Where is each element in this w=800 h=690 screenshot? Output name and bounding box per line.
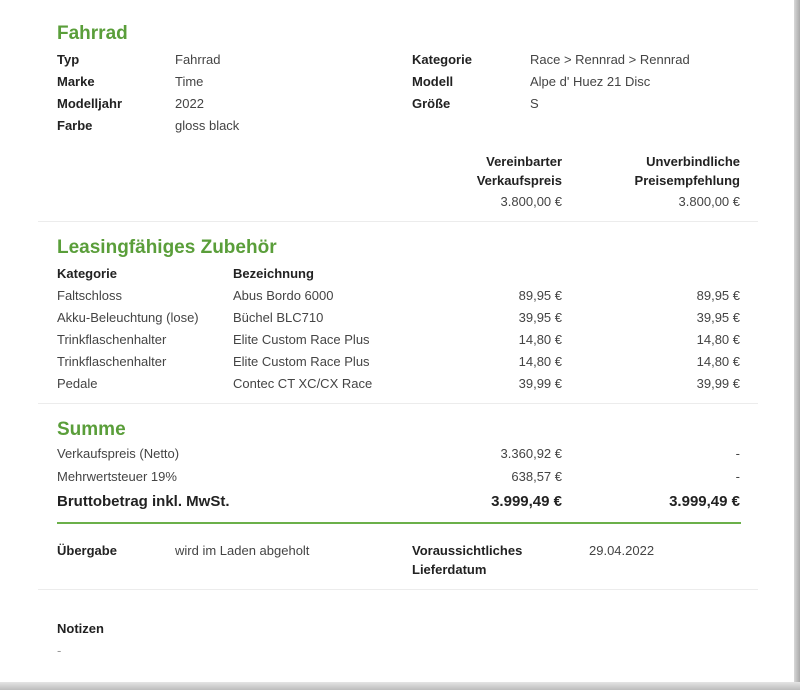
header-verkaufspreis-line2: Verkaufspreis [476, 173, 562, 188]
label-farbe: Farbe [57, 118, 93, 133]
label-kategorie: Kategorie [412, 52, 472, 67]
page-edge-bottom [0, 682, 800, 690]
accessory-price: 14,80 € [518, 354, 562, 369]
accessory-price: 39,95 € [518, 310, 562, 325]
header-preisempfehlung-line1: Unverbindliche [646, 154, 740, 169]
accessory-rrp: 14,80 € [696, 354, 740, 369]
header-preisempfehlung-line2: Preisempfehlung [634, 173, 740, 188]
divider [38, 403, 758, 404]
accessory-rrp: 14,80 € [696, 332, 740, 347]
accessory-kategorie: Trinkflaschenhalter [57, 332, 167, 347]
value-typ: Fahrrad [175, 52, 221, 67]
label-typ: Typ [57, 52, 80, 67]
accessory-kategorie: Trinkflaschenhalter [57, 354, 167, 369]
label-marke: Marke [57, 74, 95, 89]
accessory-kategorie: Pedale [57, 376, 98, 391]
accessory-price: 89,95 € [518, 288, 562, 303]
value-farbe: gloss black [175, 118, 240, 133]
page-edge-right [794, 0, 800, 690]
label-modelljahr: Modelljahr [57, 96, 123, 111]
accessory-kategorie: Akku-Beleuchtung (lose) [57, 310, 199, 325]
column-header-kategorie: Kategorie [57, 266, 117, 281]
value-notizen: - [57, 643, 62, 658]
label-lieferdatum-line2: Lieferdatum [412, 562, 487, 577]
value-groesse: S [530, 96, 539, 111]
value-netto-rrp: - [735, 446, 740, 461]
accessory-bezeichnung: Elite Custom Race Plus [233, 332, 370, 347]
label-brutto: Bruttobetrag inkl. MwSt. [57, 493, 230, 510]
header-verkaufspreis-line1: Vereinbarter [486, 154, 562, 169]
accessory-bezeichnung: Abus Bordo 6000 [233, 288, 334, 303]
accessory-rrp: 89,95 € [696, 288, 740, 303]
divider [38, 589, 758, 590]
column-header-bezeichnung: Bezeichnung [233, 266, 314, 281]
bike-price: 3.800,00 € [500, 194, 562, 209]
label-modell: Modell [412, 74, 454, 89]
value-brutto-rrp: 3.999,49 € [669, 493, 740, 510]
total-rule [57, 522, 741, 524]
value-brutto: 3.999,49 € [491, 493, 562, 510]
accessory-price: 14,80 € [518, 332, 562, 347]
divider [38, 221, 758, 222]
value-lieferdatum: 29.04.2022 [589, 543, 655, 558]
value-kategorie: Race > Rennrad > Rennrad [530, 52, 690, 67]
value-mwst-rrp: - [735, 469, 740, 484]
accessory-price: 39,99 € [518, 376, 562, 391]
label-mwst: Mehrwertsteuer 19% [57, 469, 177, 484]
value-marke: Time [175, 74, 204, 89]
label-notizen: Notizen [57, 621, 104, 636]
accessory-kategorie: Faltschloss [57, 288, 123, 303]
value-uebergabe: wird im Laden abgeholt [175, 543, 310, 558]
accessory-bezeichnung: Contec CT XC/CX Race [233, 376, 373, 391]
label-netto: Verkaufspreis (Netto) [57, 446, 180, 461]
section-title-fahrrad: Fahrrad [57, 23, 128, 44]
label-lieferdatum-line1: Voraussichtliches [412, 543, 523, 558]
section-title-zubehoer: Leasingfähiges Zubehör [57, 237, 277, 258]
accessory-rrp: 39,99 € [696, 376, 740, 391]
value-mwst: 638,57 € [511, 469, 562, 484]
section-title-summe: Summe [57, 419, 126, 440]
value-netto: 3.360,92 € [500, 446, 562, 461]
value-modell: Alpe d' Huez 21 Disc [530, 74, 651, 89]
label-groesse: Größe [412, 96, 451, 111]
accessory-bezeichnung: Büchel BLC710 [233, 310, 324, 325]
value-modelljahr: 2022 [175, 96, 204, 111]
bike-rrp: 3.800,00 € [678, 194, 740, 209]
accessory-rrp: 39,95 € [696, 310, 740, 325]
label-uebergabe: Übergabe [57, 543, 117, 558]
accessory-bezeichnung: Elite Custom Race Plus [233, 354, 370, 369]
